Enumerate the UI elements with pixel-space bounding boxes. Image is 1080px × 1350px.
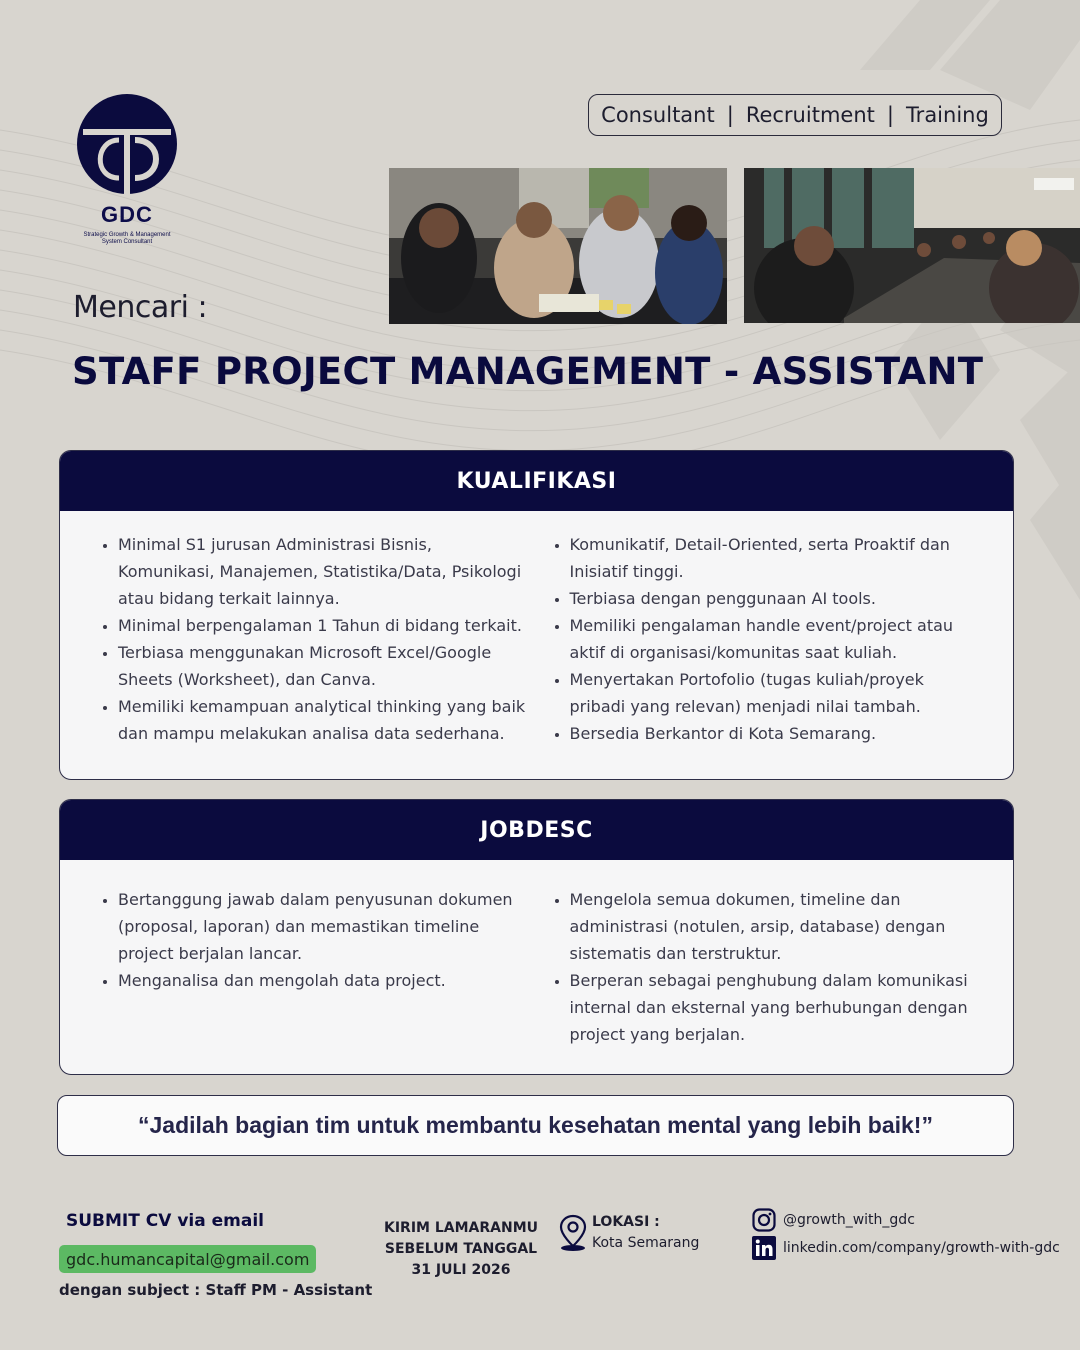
jobdesc-left-column bbox=[98, 886, 532, 1048]
position-title: STAFF PROJECT MANAGEMENT - ASSISTANT bbox=[72, 350, 984, 393]
list-item: • Bersedia Berkantor di Kota Semarang. bbox=[570, 720, 984, 747]
linkedin-url[interactable]: linkedin.com/company/growth-with-gdc bbox=[752, 1236, 1060, 1260]
service-separator: | bbox=[886, 103, 894, 127]
motivation-quote: “Jadilah bagian tim untuk membantu kesehatan mental yang lebih baik!” bbox=[57, 1095, 1014, 1156]
brand-name: GDC bbox=[101, 202, 153, 227]
gdc-logo-mark bbox=[75, 92, 179, 196]
jobdesc-right-column bbox=[532, 886, 984, 1048]
qualifications-left-column bbox=[98, 531, 532, 747]
seeking-label: Mencari : bbox=[73, 290, 208, 325]
list-item: • Terbiasa dengan penggunaan AI tools. bbox=[570, 585, 984, 612]
jobdesc-card bbox=[59, 799, 1014, 1075]
list-item: • Komunikatif, Detail-Oriented, serta Proaktif dan Inisiatif tinggi. bbox=[570, 531, 984, 585]
email-subject-line: dengan subject : Staff PM - Assistant bbox=[59, 1281, 373, 1299]
conference-room-photo bbox=[744, 168, 1080, 323]
list-item: • Menyertakan Portofolio (tugas kuliah/proyek pribadi yang relevan) menjadi nilai tambah. bbox=[570, 666, 984, 720]
instagram-icon bbox=[752, 1208, 776, 1232]
qualifications-heading: KUALIFIKASI bbox=[60, 451, 1013, 511]
service-recruitment: Recruitment bbox=[745, 103, 875, 127]
services-pill bbox=[588, 94, 1002, 136]
brand-logo bbox=[62, 92, 192, 246]
jobdesc-heading: JOBDESC bbox=[60, 800, 1013, 860]
service-separator: | bbox=[726, 103, 734, 127]
qualifications-card bbox=[59, 450, 1014, 780]
application-deadline: KIRIM LAMARANMU SEBELUM TANGGAL 31 JULI 2026 bbox=[375, 1218, 547, 1281]
map-pin-icon bbox=[558, 1214, 588, 1252]
location-value: Kota Semarang bbox=[592, 1235, 700, 1251]
location-label: LOKASI : bbox=[592, 1214, 660, 1230]
list-item: • Terbiasa menggunakan Microsoft Excel/Google Sheets (Worksheet), dan Canva. bbox=[118, 639, 532, 693]
list-item: • Minimal S1 jurusan Administrasi Bisnis, Komunikasi, Manajemen, Statistika/Data, Psikologi atau bidang terkait lainnya. bbox=[118, 531, 532, 612]
list-item: • Minimal berpengalaman 1 Tahun di bidang terkait. bbox=[118, 612, 532, 639]
list-item: • Memiliki kemampuan analytical thinking yang baik dan mampu melakukan analisa data sederhana. bbox=[118, 693, 532, 747]
list-item: • Bertanggung jawab dalam penyusunan dokumen (proposal, laporan) dan memastikan timeline project berjalan lancar. bbox=[118, 886, 532, 967]
list-item: • Memiliki pengalaman handle event/project atau aktif di organisasi/komunitas saat kuliah. bbox=[570, 612, 984, 666]
list-item: • Berperan sebagai penghubung dalam komunikasi internal dan eksternal yang berhubungan dengan project yang berjalan. bbox=[570, 967, 984, 1048]
service-consultant: Consultant bbox=[601, 103, 715, 127]
team-meeting-photo bbox=[389, 168, 727, 324]
deadline-date: 31 JULI 2026 bbox=[411, 1262, 511, 1278]
submit-cv-title: SUBMIT CV via email bbox=[66, 1211, 264, 1231]
list-item: • Menganalisa dan mengolah data project. bbox=[118, 967, 532, 994]
instagram-handle[interactable]: @growth_with_gdc bbox=[752, 1208, 915, 1232]
qualifications-right-column bbox=[532, 531, 984, 747]
brand-tagline: Strategic Growth & Management System Consultant bbox=[83, 232, 171, 245]
linkedin-icon bbox=[752, 1236, 776, 1260]
service-training: Training bbox=[905, 103, 989, 127]
list-item: • Mengelola semua dokumen, timeline dan administrasi (notulen, arsip, database) dengan sistematis dan terstruktur. bbox=[570, 886, 984, 967]
email-address[interactable]: gdc.humancapital@gmail.com bbox=[59, 1245, 316, 1273]
